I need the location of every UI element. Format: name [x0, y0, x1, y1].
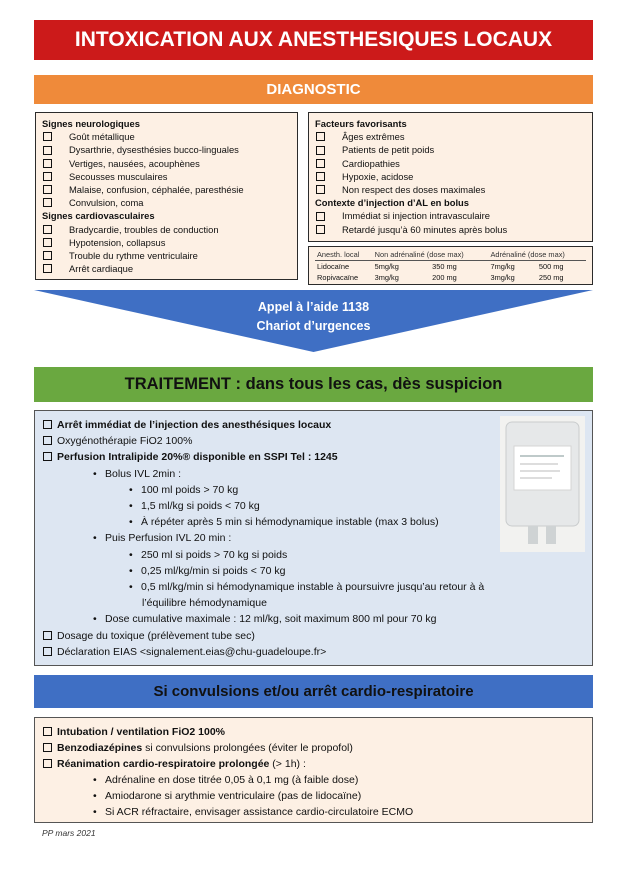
list-item: Dosage du toxique (prélèvement tube sec) — [43, 628, 584, 644]
table-cell: 7mg/kg — [490, 262, 515, 271]
checkbox-icon — [316, 185, 325, 194]
bullet-icon: • — [93, 532, 97, 545]
list-item: Convulsion, coma — [42, 196, 291, 209]
call-line1: Appel à l’aide 1138 — [257, 300, 370, 314]
convulsions-header: Si convulsions et/ou arrêt cardio-respiratoire — [34, 675, 593, 708]
list-item: • Puis Perfusion IVL 20 min : — [43, 530, 584, 546]
bullet-icon: • — [129, 500, 133, 513]
table-header-row — [315, 249, 586, 261]
bullet-icon: • — [93, 613, 97, 626]
intralipid-bag-image — [500, 416, 585, 552]
table-header: Non adrénaliné (dose max) — [373, 249, 489, 261]
diagnostic-header: DIAGNOSTIC — [34, 75, 593, 104]
list-item: Intubation / ventilation FiO2 100% — [43, 724, 584, 740]
table-header: Anesth. local — [315, 249, 373, 261]
call-arrow — [34, 290, 593, 352]
list-item: • Dose cumulative maximale : 12 ml/kg, soit maximum 800 ml pour 70 kg — [43, 611, 584, 627]
list-item: Goût métallique — [42, 130, 291, 143]
list-item: Secousses musculaires — [42, 170, 291, 183]
list-item: Malaise, confusion, céphalée, paresthésie — [42, 183, 291, 196]
table-cell: Ropivacaïne — [317, 273, 359, 282]
facteurs-title: Facteurs favorisants — [315, 118, 407, 129]
checkbox-icon — [43, 225, 52, 234]
list-item: Retardé jusqu’à 60 minutes après bolus — [315, 223, 586, 236]
checkbox-icon — [316, 225, 325, 234]
list-item: Cardiopathies — [315, 157, 586, 170]
list-item: Immédiat si injection intravasculaire — [315, 209, 586, 222]
checkbox-icon — [43, 759, 52, 768]
list-item: Patients de petit poids — [315, 143, 586, 156]
list-item: Dysarthrie, dysesthésies bucco-linguales — [42, 143, 291, 156]
bullet-icon: • — [93, 774, 97, 786]
checkbox-icon — [43, 198, 52, 207]
table-row — [315, 272, 586, 283]
list-item: Non respect des doses maximales — [315, 183, 586, 196]
bullet-icon: • — [129, 483, 133, 496]
list-item: • Bolus IVL 2min : — [43, 466, 584, 482]
bullet-icon: • — [93, 806, 97, 818]
convulsions-box — [34, 717, 593, 823]
list-item: Réanimation cardio-respiratoire prolongée (> 1h) : — [43, 756, 584, 772]
list-item: Hypoxie, acidose — [315, 170, 586, 183]
footer-note: PP mars 2021 — [42, 828, 96, 838]
list-item: • Si ACR réfractaire, envisager assistance cardio-circulatoire ECMO — [93, 806, 414, 818]
bullet-icon: • — [129, 581, 133, 594]
list-item: • 0,5 ml/kg/min si hémodynamique instable à poursuivre jusqu’au retour à à — [43, 579, 584, 595]
traitement-header: TRAITEMENT : dans tous les cas, dès suspicion — [34, 367, 593, 402]
bullet-icon: • — [129, 516, 133, 529]
checkbox-icon — [43, 146, 52, 155]
list-item: • 100 ml poids > 70 kg — [43, 482, 584, 498]
bullet-icon: • — [93, 467, 97, 480]
checkbox-icon — [43, 727, 52, 736]
list-item: • À répéter après 5 min si hémodynamique instable (max 3 bolus) — [43, 514, 584, 530]
list-item: • Adrénaline en dose titrée 0,05 à 0,1 mg (à faible dose) — [93, 774, 359, 786]
list-item: • Amiodarone si arythmie ventriculaire (pas de lidocaïne) — [93, 790, 362, 802]
table-cell: 3mg/kg — [490, 273, 515, 282]
checkbox-icon — [43, 452, 52, 461]
neuro-title: Signes neurologiques — [42, 118, 140, 129]
dose-table — [308, 246, 593, 285]
table-cell: 250 mg — [538, 273, 564, 282]
bullet-icon: • — [93, 790, 97, 802]
checkbox-icon — [43, 251, 52, 260]
checkbox-icon — [43, 420, 52, 429]
contexte-title: Contexte d’injection d’AL en bolus — [315, 197, 470, 209]
list-item: Bradycardie, troubles de conduction — [42, 223, 291, 236]
table-header: Adrénaliné (dose max) — [489, 249, 587, 261]
factors-box — [308, 112, 593, 242]
list-item: Arrêt immédiat de l’injection des anesthésiques locaux — [43, 417, 584, 433]
checkbox-icon — [43, 631, 52, 640]
list-item-continuation: l’équilibre hémodynamique — [142, 597, 267, 610]
checkbox-icon — [43, 647, 52, 656]
checkbox-icon — [43, 132, 52, 141]
bullet-icon: • — [129, 564, 133, 577]
table-cell: 3mg/kg — [374, 273, 399, 282]
cardio-title: Signes cardiovasculaires — [42, 210, 155, 222]
list-item: Hypotension, collapsus — [42, 236, 291, 249]
page-title: INTOXICATION AUX ANESTHESIQUES LOCAUX — [34, 20, 593, 60]
checkbox-icon — [316, 212, 325, 221]
table-cell: 200 mg — [432, 273, 457, 282]
list-item: Trouble du rythme ventriculaire — [42, 249, 291, 262]
list-item: Oxygénothérapie FiO2 100% — [43, 433, 584, 449]
table-cell: 5mg/kg — [374, 262, 399, 271]
checkbox-icon — [316, 159, 325, 168]
checkbox-icon — [43, 159, 52, 168]
checkbox-icon — [43, 436, 52, 445]
list-item: Âges extrêmes — [315, 130, 586, 143]
checkbox-icon — [43, 172, 52, 181]
signs-box — [35, 112, 298, 280]
list-item: Perfusion Intralipide 20%® disponible en SSPI Tel : 1245 — [43, 449, 584, 465]
table-cell: 350 mg — [432, 262, 457, 271]
list-item: Déclaration EIAS <signalement.eias@chu-guadeloupe.fr> — [43, 644, 584, 660]
list-item: • 0,25 ml/kg/min si poids < 70 kg — [43, 563, 584, 579]
checkbox-icon — [316, 132, 325, 141]
list-item: Arrêt cardiaque — [42, 262, 291, 275]
call-line2: Chariot d’urgences — [256, 319, 371, 333]
list-item: Vertiges, nausées, acouphènes — [42, 157, 291, 170]
checkbox-icon — [43, 238, 52, 247]
table-row — [315, 261, 586, 273]
list-item: • 250 ml si poids > 70 kg si poids — [43, 547, 584, 563]
list-item: Benzodiazépines si convulsions prolongées (éviter le propofol) — [43, 740, 584, 756]
checkbox-icon — [43, 264, 52, 273]
checkbox-icon — [316, 172, 325, 181]
bullet-icon: • — [129, 548, 133, 561]
table-cell: 500 mg — [538, 262, 564, 271]
checkbox-icon — [316, 146, 325, 155]
table-cell: Lidocaïne — [317, 262, 350, 271]
checkbox-icon — [43, 185, 52, 194]
checkbox-icon — [43, 743, 52, 752]
list-item: • 1,5 ml/kg si poids < 70 kg — [43, 498, 584, 514]
